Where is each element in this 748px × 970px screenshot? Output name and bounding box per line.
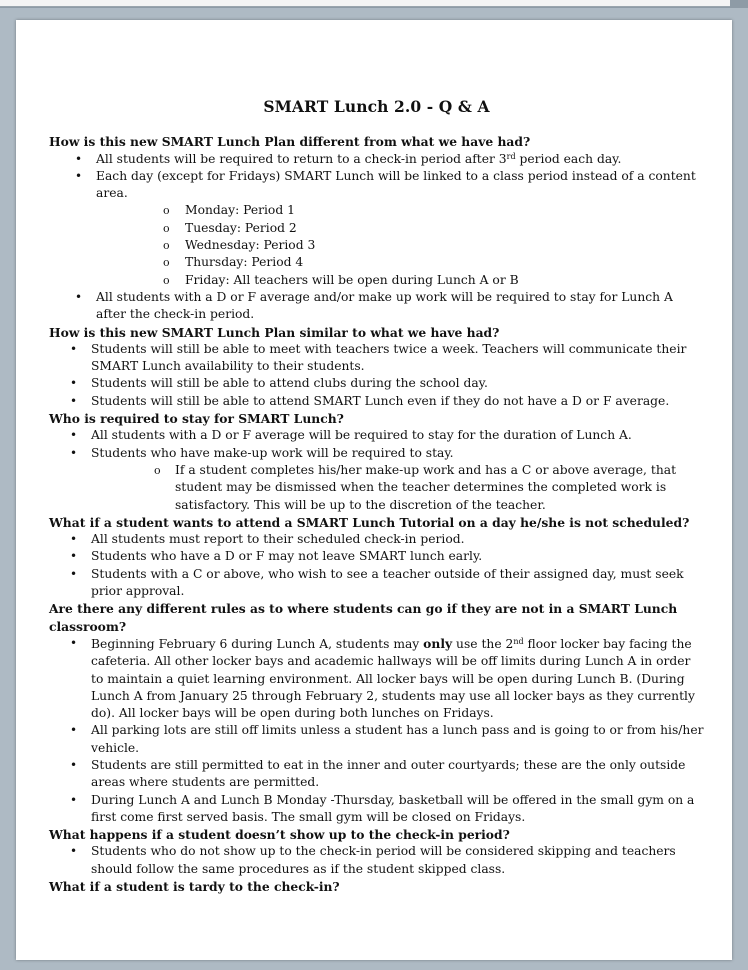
list-item: • Students will still be able to attend SMART Lunch even if they do not have a D or F average. [49,393,704,410]
sub-list [91,462,704,514]
question-tardy: What if a student is tardy to the check-in? [49,879,340,895]
page-title: SMART Lunch 2.0 - Q & A [263,97,490,116]
list-item: • All students will be required to return to a check-in period after 3rd period each day. [49,151,704,168]
question-rules: Are there any different rules as to where students can go if they are not in a SMART Lunch classroom? [49,601,678,634]
sub-list-item: o If a student completes his/her make-up work and has a C or above average, that student may be dismissed when the teacher determines the completed work is satisfactory. This will be up to the discretion of the teacher. [91,462,704,514]
bullet-list [49,341,704,410]
question-similar: How is this new SMART Lunch Plan similar to what we have had? [49,324,500,340]
list-item: • Students will still be able to attend clubs during the school day. [49,375,704,392]
sub-list [96,202,704,288]
window-top-strip [0,0,748,8]
list-item: • Students who do not show up to the check-in period will be considered skipping and teachers should follow the same procedures as if the student skipped class. [49,843,704,878]
question-no-show: What happens if a student doesn’t show up to the check-in period? [49,827,510,843]
question-who-stays: Who is required to stay for SMART Lunch? [49,411,344,427]
list-item: • All students with a D or F average will be required to stay for the duration of Lunch A. [49,427,704,444]
list-item: • Each day (except for Fridays) SMART Lunch will be linked to a class period instead of a content area. o Monday: Period 1 o Tuesday: Period 2 o Wednesday: Period 3 o Thursday: Period 4 o Friday: All teachers will be open during Lunch A or B [49,168,704,289]
bullet-list [49,635,704,826]
list-item: • All students must report to their scheduled check-in period. [49,531,704,548]
document-content [49,98,704,895]
question-different: How is this new SMART Lunch Plan different from what we have had? [49,134,531,150]
bullet-list [49,151,704,324]
sub-list-item: o Thursday: Period 4 [96,254,704,271]
previous-page-edge [0,0,730,7]
list-item: • Beginning February 6 during Lunch A, students may only use the 2nd floor locker bay facing the cafeteria. All other locker bays and academic hallways will be off limits during Lunch A in order to maintain a quiet learning environment. All locker bays will be open during Lunch B. (During Lunch A from January 25 through February 2, students may use all locker bays as they currently do). All locker bays will be open during both lunches on Fridays. [49,635,704,722]
bullet-list [49,531,704,600]
list-item: • Students will still be able to meet with teachers twice a week. Teachers will communicate their SMART Lunch availability to their students. [49,341,704,376]
sub-list-item: o Wednesday: Period 3 [96,237,704,254]
list-item: • All students with a D or F average and/or make up work will be required to stay for Lunch A after the check-in period. [49,289,704,324]
bullet-list [49,427,704,513]
list-item: • Students are still permitted to eat in the inner and outer courtyards; these are the only outside areas where students are permitted. [49,757,704,792]
sub-list-item: o Monday: Period 1 [96,202,704,219]
list-item: • Students with a C or above, who wish to see a teacher outside of their assigned day, must seek prior approval. [49,566,704,601]
sub-list-item: o Friday: All teachers will be open during Lunch A or B [96,272,704,289]
list-item: • During Lunch A and Lunch B Monday -Thursday, basketball will be offered in the small gym on a first come first served basis. The small gym will be closed on Fridays. [49,792,704,827]
list-item: • All parking lots are still off limits unless a student has a lunch pass and is going to or from his/her vehicle. [49,722,704,757]
question-tutorial: What if a student wants to attend a SMART Lunch Tutorial on a day he/she is not scheduled? [49,514,690,530]
list-item: • Students who have make-up work will be required to stay. o If a student completes his/her make-up work and has a C or above average, that student may be dismissed when the teacher determines the completed work is satisfactory. This will be up to the discretion of the teacher. [49,445,704,514]
sub-list-item: o Tuesday: Period 2 [96,220,704,237]
document-page [16,20,732,960]
bullet-list [49,843,704,878]
list-item: • Students who have a D or F may not leave SMART lunch early. [49,548,704,565]
